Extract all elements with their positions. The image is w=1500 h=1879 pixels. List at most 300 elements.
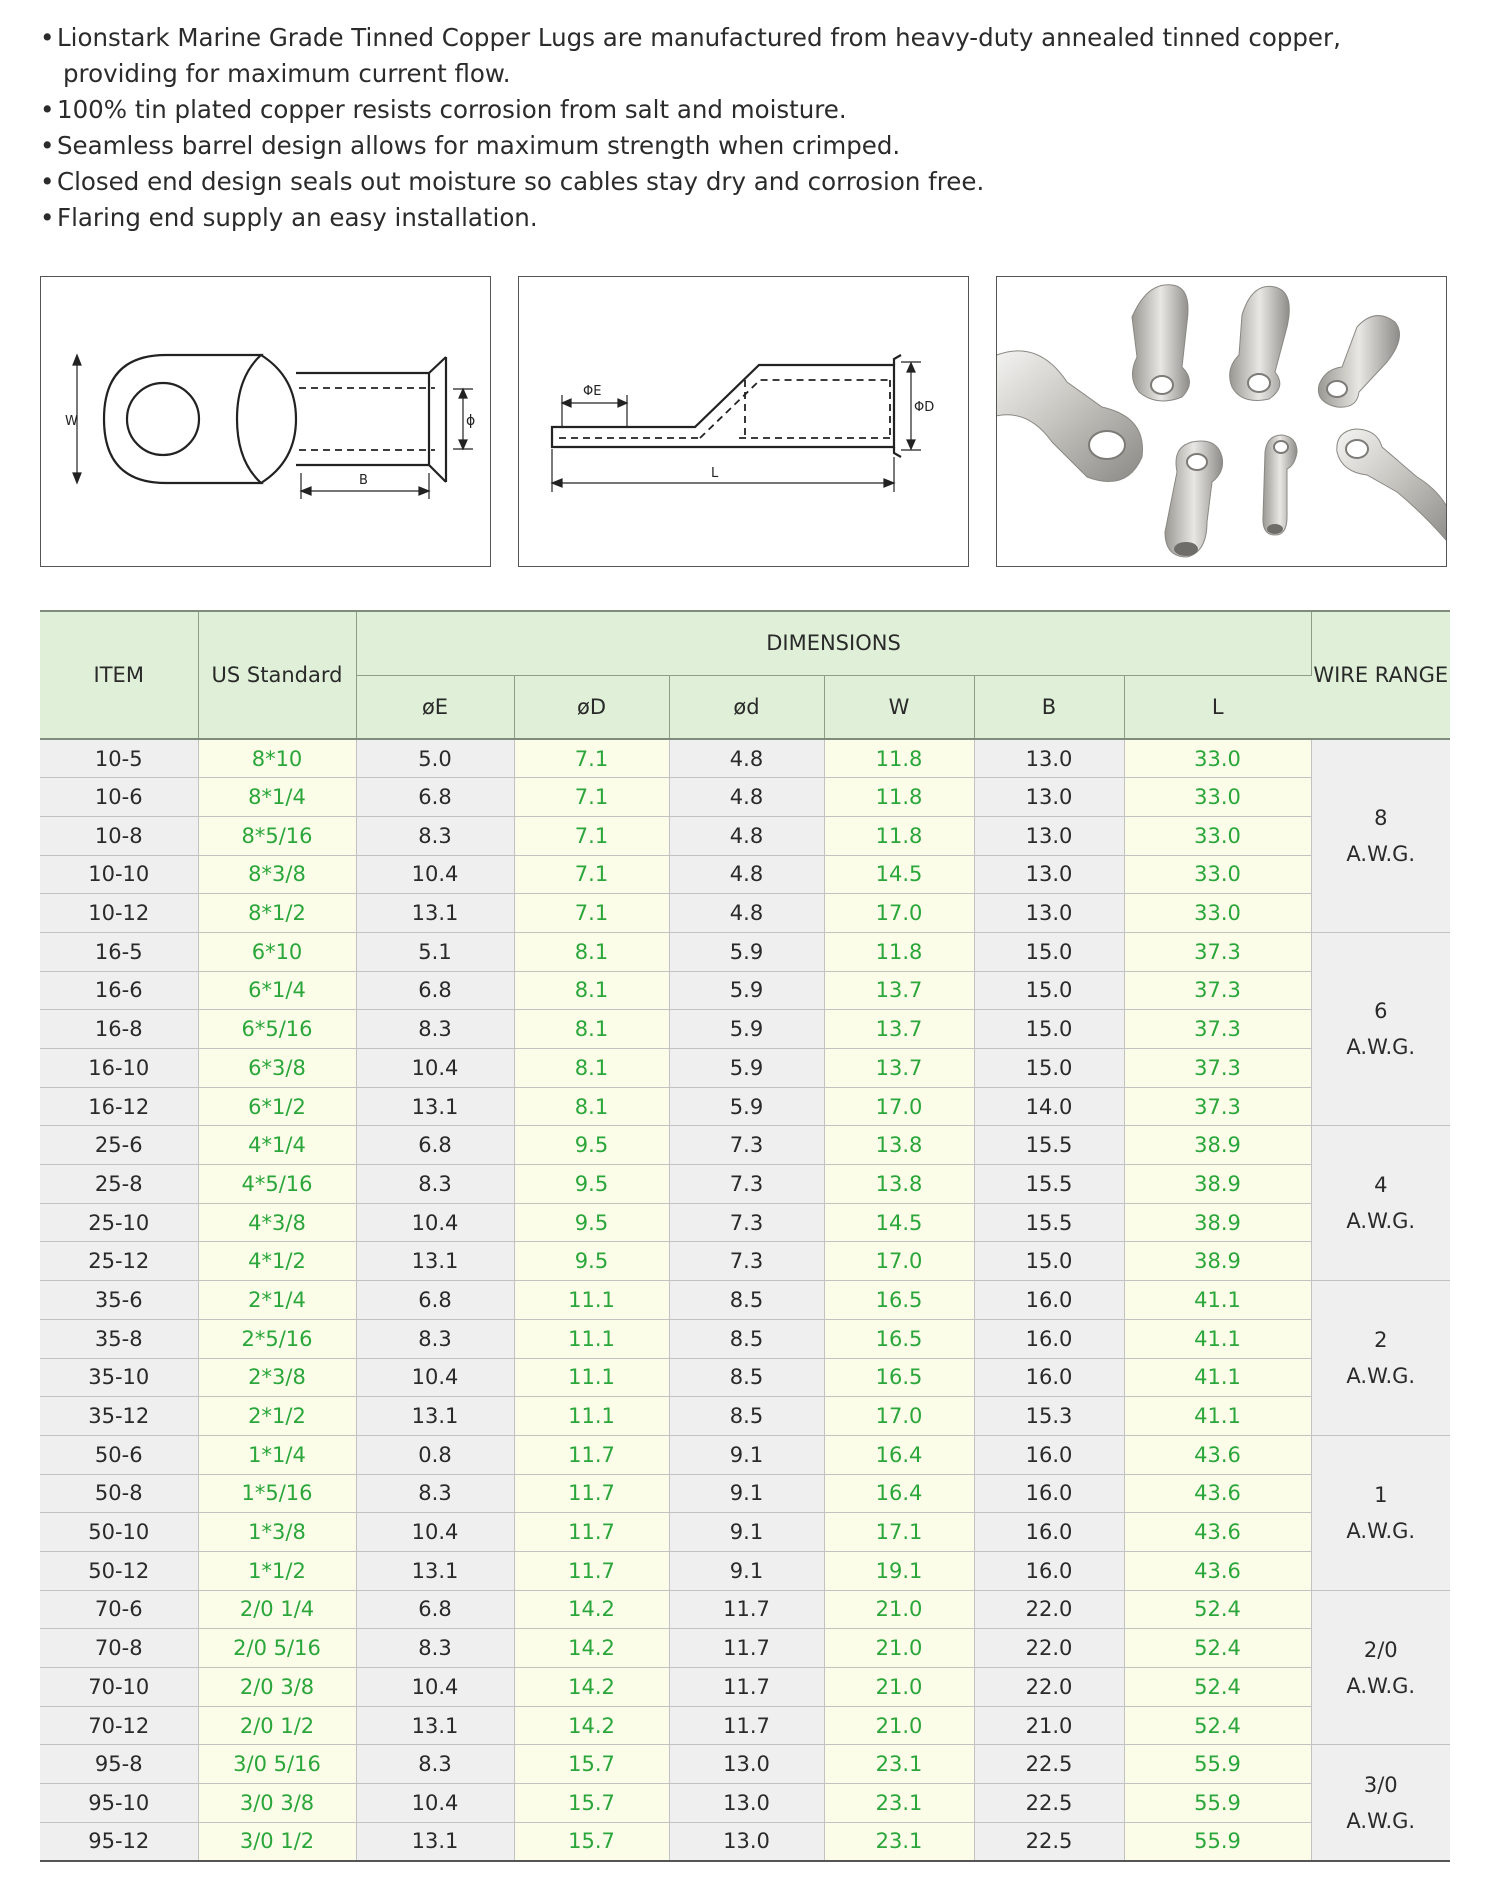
item-cell: 10-8 <box>40 816 198 855</box>
d-small-cell: 7.3 <box>669 1203 824 1242</box>
b-cell: 15.0 <box>974 1049 1124 1088</box>
e-cell: 10.4 <box>356 1358 514 1397</box>
d-cell: 14.2 <box>514 1706 669 1745</box>
w-cell: 11.8 <box>824 932 974 971</box>
table-row <box>40 971 1450 1010</box>
w-cell: 13.7 <box>824 1049 974 1088</box>
w-cell: 17.0 <box>824 894 974 933</box>
us-standard-cell: 3/0 3/8 <box>198 1784 356 1823</box>
e-cell: 8.3 <box>356 1474 514 1513</box>
d-small-cell: 11.7 <box>669 1590 824 1629</box>
w-cell: 21.0 <box>824 1668 974 1707</box>
b-label: B <box>359 473 368 488</box>
l-cell: 52.4 <box>1124 1668 1311 1707</box>
e-cell: 13.1 <box>356 1822 514 1861</box>
item-cell: 10-10 <box>40 855 198 894</box>
b-cell: 15.0 <box>974 932 1124 971</box>
w-cell: 16.5 <box>824 1319 974 1358</box>
us-standard-cell: 4*1/4 <box>198 1126 356 1165</box>
d-cell: 15.7 <box>514 1822 669 1861</box>
w-cell: 13.7 <box>824 971 974 1010</box>
table-row <box>40 1668 1450 1707</box>
table-row <box>40 1435 1450 1474</box>
us-standard-cell: 6*5/16 <box>198 1010 356 1049</box>
w-cell: 23.1 <box>824 1822 974 1861</box>
w-cell: 23.1 <box>824 1784 974 1823</box>
d-small-cell: 7.3 <box>669 1126 824 1165</box>
d-cell: 11.1 <box>514 1358 669 1397</box>
d-small-cell: 13.0 <box>669 1745 824 1784</box>
d-small-cell: 8.5 <box>669 1397 824 1436</box>
us-standard-cell: 8*1/4 <box>198 778 356 817</box>
d-cell: 11.1 <box>514 1281 669 1320</box>
w-cell: 16.5 <box>824 1358 974 1397</box>
item-cell: 16-6 <box>40 971 198 1010</box>
l-cell: 55.9 <box>1124 1784 1311 1823</box>
us-standard-cell: 2/0 1/2 <box>198 1706 356 1745</box>
wire-range-cell <box>1311 1590 1450 1745</box>
item-cell: 50-8 <box>40 1474 198 1513</box>
header-l: L <box>1124 675 1311 739</box>
table-row <box>40 1784 1450 1823</box>
table-row <box>40 1281 1450 1320</box>
d-cell: 8.1 <box>514 932 669 971</box>
w-cell: 21.0 <box>824 1590 974 1629</box>
item-cell: 25-6 <box>40 1126 198 1165</box>
w-cell: 11.8 <box>824 739 974 778</box>
table-row <box>40 1126 1450 1165</box>
b-cell: 15.0 <box>974 1010 1124 1049</box>
wire-gauge: 4 <box>1374 1173 1388 1198</box>
b-cell: 15.0 <box>974 971 1124 1010</box>
table-row <box>40 1745 1450 1784</box>
lug-top-view-drawing <box>41 277 491 567</box>
d-cell: 7.1 <box>514 894 669 933</box>
us-standard-cell: 6*1/4 <box>198 971 356 1010</box>
l-cell: 33.0 <box>1124 855 1311 894</box>
table-row <box>40 1165 1450 1204</box>
w-cell: 11.8 <box>824 778 974 817</box>
d-small-cell: 9.1 <box>669 1551 824 1590</box>
b-cell: 15.0 <box>974 1242 1124 1281</box>
feature-item <box>40 92 1460 128</box>
item-cell: 16-5 <box>40 932 198 971</box>
us-standard-cell: 6*10 <box>198 932 356 971</box>
wire-gauge-unit: A.W.G. <box>1346 1209 1416 1234</box>
l-cell: 41.1 <box>1124 1281 1311 1320</box>
b-cell: 16.0 <box>974 1474 1124 1513</box>
d-small-cell: 8.5 <box>669 1358 824 1397</box>
phi-d-label: ΦD <box>914 400 935 415</box>
us-standard-cell: 1*1/2 <box>198 1551 356 1590</box>
b-cell: 22.0 <box>974 1629 1124 1668</box>
e-cell: 6.8 <box>356 971 514 1010</box>
us-standard-cell: 4*5/16 <box>198 1165 356 1204</box>
table-row <box>40 1474 1450 1513</box>
item-cell: 35-6 <box>40 1281 198 1320</box>
d-small-cell: 11.7 <box>669 1668 824 1707</box>
e-cell: 13.1 <box>356 1706 514 1745</box>
table-row <box>40 1319 1450 1358</box>
item-cell: 35-8 <box>40 1319 198 1358</box>
item-cell: 10-6 <box>40 778 198 817</box>
l-cell: 37.3 <box>1124 1010 1311 1049</box>
item-cell: 50-10 <box>40 1513 198 1552</box>
e-cell: 6.8 <box>356 778 514 817</box>
us-standard-cell: 8*1/2 <box>198 894 356 933</box>
e-cell: 8.3 <box>356 1319 514 1358</box>
d-small-cell: 4.8 <box>669 855 824 894</box>
b-cell: 21.0 <box>974 1706 1124 1745</box>
d-cell: 11.7 <box>514 1551 669 1590</box>
wire-gauge-unit: A.W.G. <box>1346 1673 1416 1698</box>
l-cell: 55.9 <box>1124 1745 1311 1784</box>
d-small-cell: 5.9 <box>669 1049 824 1088</box>
e-cell: 8.3 <box>356 1629 514 1668</box>
feature-list <box>40 20 1460 236</box>
phi-label: ϕ <box>466 413 476 429</box>
us-standard-cell: 8*5/16 <box>198 816 356 855</box>
b-cell: 16.0 <box>974 1358 1124 1397</box>
wire-gauge: 1 <box>1374 1482 1388 1507</box>
header-d-small: ød <box>669 675 824 739</box>
table-row <box>40 1629 1450 1668</box>
item-cell: 50-6 <box>40 1435 198 1474</box>
l-cell: 33.0 <box>1124 816 1311 855</box>
l-cell: 37.3 <box>1124 932 1311 971</box>
w-cell: 14.5 <box>824 1203 974 1242</box>
us-standard-cell: 2*1/2 <box>198 1397 356 1436</box>
d-small-cell: 4.8 <box>669 894 824 933</box>
us-standard-cell: 1*1/4 <box>198 1435 356 1474</box>
d-small-cell: 13.0 <box>669 1784 824 1823</box>
us-standard-cell: 3/0 5/16 <box>198 1745 356 1784</box>
d-cell: 11.7 <box>514 1474 669 1513</box>
header-b: B <box>974 675 1124 739</box>
b-cell: 15.5 <box>974 1165 1124 1204</box>
item-cell: 16-12 <box>40 1087 198 1126</box>
copper-lugs-photo <box>997 277 1447 567</box>
l-cell: 41.1 <box>1124 1397 1311 1436</box>
e-cell: 6.8 <box>356 1281 514 1320</box>
d-cell: 15.7 <box>514 1745 669 1784</box>
b-cell: 15.3 <box>974 1397 1124 1436</box>
us-standard-cell: 1*5/16 <box>198 1474 356 1513</box>
wire-range-cell <box>1311 739 1450 932</box>
d-cell: 9.5 <box>514 1203 669 1242</box>
b-cell: 16.0 <box>974 1319 1124 1358</box>
table-row <box>40 1513 1450 1552</box>
w-cell: 16.4 <box>824 1474 974 1513</box>
b-cell: 22.5 <box>974 1822 1124 1861</box>
feature-text: Closed end design seals out moisture so cables stay dry and corrosion free. <box>57 167 985 196</box>
d-cell: 8.1 <box>514 1087 669 1126</box>
table-row <box>40 1551 1450 1590</box>
us-standard-cell: 4*3/8 <box>198 1203 356 1242</box>
d-cell: 8.1 <box>514 1010 669 1049</box>
b-cell: 13.0 <box>974 855 1124 894</box>
item-cell: 10-5 <box>40 739 198 778</box>
table-row <box>40 1590 1450 1629</box>
w-cell: 17.0 <box>824 1087 974 1126</box>
l-cell: 33.0 <box>1124 778 1311 817</box>
e-cell: 0.8 <box>356 1435 514 1474</box>
item-cell: 95-10 <box>40 1784 198 1823</box>
feature-text: 100% tin plated copper resists corrosion from salt and moisture. <box>57 95 847 124</box>
us-standard-cell: 8*10 <box>198 739 356 778</box>
wire-gauge-unit: A.W.G. <box>1346 841 1416 866</box>
l-cell: 43.6 <box>1124 1474 1311 1513</box>
wire-range-cell <box>1311 1745 1450 1861</box>
e-cell: 10.4 <box>356 1203 514 1242</box>
l-cell: 52.4 <box>1124 1706 1311 1745</box>
l-cell: 37.3 <box>1124 1049 1311 1088</box>
us-standard-cell: 2*1/4 <box>198 1281 356 1320</box>
us-standard-cell: 3/0 1/2 <box>198 1822 356 1861</box>
l-cell: 55.9 <box>1124 1822 1311 1861</box>
d-small-cell: 11.7 <box>669 1706 824 1745</box>
w-cell: 16.4 <box>824 1435 974 1474</box>
e-cell: 6.8 <box>356 1590 514 1629</box>
b-cell: 13.0 <box>974 816 1124 855</box>
feature-text-continued: providing for maximum current flow. <box>63 59 511 88</box>
l-cell: 37.3 <box>1124 1087 1311 1126</box>
item-cell: 16-8 <box>40 1010 198 1049</box>
d-cell: 15.7 <box>514 1784 669 1823</box>
l-cell: 52.4 <box>1124 1590 1311 1629</box>
d-small-cell: 9.1 <box>669 1474 824 1513</box>
product-photo <box>996 276 1447 567</box>
table-row <box>40 932 1450 971</box>
d-small-cell: 13.0 <box>669 1822 824 1861</box>
table-row <box>40 739 1450 778</box>
d-small-cell: 7.3 <box>669 1242 824 1281</box>
e-cell: 5.0 <box>356 739 514 778</box>
item-cell: 70-12 <box>40 1706 198 1745</box>
b-cell: 16.0 <box>974 1435 1124 1474</box>
w-cell: 16.5 <box>824 1281 974 1320</box>
table-row <box>40 1087 1450 1126</box>
table-row <box>40 1706 1450 1745</box>
feature-item <box>40 128 1460 164</box>
us-standard-cell: 2/0 1/4 <box>198 1590 356 1629</box>
d-cell: 14.2 <box>514 1668 669 1707</box>
e-cell: 6.8 <box>356 1126 514 1165</box>
e-cell: 8.3 <box>356 1745 514 1784</box>
d-small-cell: 8.5 <box>669 1319 824 1358</box>
e-cell: 13.1 <box>356 1242 514 1281</box>
e-cell: 13.1 <box>356 1551 514 1590</box>
e-cell: 10.4 <box>356 1668 514 1707</box>
item-cell: 10-12 <box>40 894 198 933</box>
l-cell: 43.6 <box>1124 1551 1311 1590</box>
b-cell: 13.0 <box>974 778 1124 817</box>
d-small-cell: 5.9 <box>669 1087 824 1126</box>
d-cell: 14.2 <box>514 1629 669 1668</box>
d-small-cell: 5.9 <box>669 1010 824 1049</box>
l-cell: 38.9 <box>1124 1126 1311 1165</box>
b-cell: 15.5 <box>974 1126 1124 1165</box>
item-cell: 70-10 <box>40 1668 198 1707</box>
header-us-standard: US Standard <box>198 611 356 739</box>
table-row <box>40 894 1450 933</box>
e-cell: 13.1 <box>356 1397 514 1436</box>
table-row <box>40 855 1450 894</box>
us-standard-cell: 6*1/2 <box>198 1087 356 1126</box>
us-standard-cell: 6*3/8 <box>198 1049 356 1088</box>
l-cell: 43.6 <box>1124 1513 1311 1552</box>
d-cell: 7.1 <box>514 778 669 817</box>
e-cell: 10.4 <box>356 855 514 894</box>
d-cell: 9.5 <box>514 1165 669 1204</box>
wire-gauge: 6 <box>1374 999 1388 1024</box>
item-cell: 95-8 <box>40 1745 198 1784</box>
e-cell: 8.3 <box>356 1010 514 1049</box>
item-cell: 70-6 <box>40 1590 198 1629</box>
e-cell: 13.1 <box>356 894 514 933</box>
header-item: ITEM <box>40 611 198 739</box>
table-row <box>40 1822 1450 1861</box>
lug-side-view-diagram <box>518 276 969 567</box>
d-small-cell: 11.7 <box>669 1629 824 1668</box>
l-cell: 33.0 <box>1124 894 1311 933</box>
w-cell: 13.8 <box>824 1165 974 1204</box>
d-small-cell: 8.5 <box>669 1281 824 1320</box>
wire-gauge-unit: A.W.G. <box>1346 1035 1416 1060</box>
feature-text: Flaring end supply an easy installation. <box>57 203 538 232</box>
e-cell: 8.3 <box>356 816 514 855</box>
us-standard-cell: 2*3/8 <box>198 1358 356 1397</box>
feature-item <box>40 164 1460 200</box>
table-row <box>40 1049 1450 1088</box>
header-e: øE <box>356 675 514 739</box>
table-row <box>40 1242 1450 1281</box>
feature-item <box>40 200 1460 236</box>
l-cell: 38.9 <box>1124 1165 1311 1204</box>
d-small-cell: 4.8 <box>669 816 824 855</box>
wire-gauge-unit: A.W.G. <box>1346 1364 1416 1388</box>
phi-e-label: ΦE <box>583 384 602 399</box>
item-cell: 35-10 <box>40 1358 198 1397</box>
w-cell: 14.5 <box>824 855 974 894</box>
d-small-cell: 5.9 <box>669 932 824 971</box>
d-small-cell: 9.1 <box>669 1435 824 1474</box>
d-small-cell: 4.8 <box>669 778 824 817</box>
table-row <box>40 1010 1450 1049</box>
wire-gauge-unit: A.W.G. <box>1346 1518 1416 1543</box>
d-small-cell: 7.3 <box>669 1165 824 1204</box>
l-cell: 37.3 <box>1124 971 1311 1010</box>
b-cell: 14.0 <box>974 1087 1124 1126</box>
l-cell: 38.9 <box>1124 1203 1311 1242</box>
b-cell: 16.0 <box>974 1551 1124 1590</box>
w-cell: 13.7 <box>824 1010 974 1049</box>
us-standard-cell: 2/0 5/16 <box>198 1629 356 1668</box>
d-cell: 7.1 <box>514 855 669 894</box>
item-cell: 16-10 <box>40 1049 198 1088</box>
e-cell: 10.4 <box>356 1513 514 1552</box>
wire-gauge: 3/0 <box>1363 1772 1398 1797</box>
d-cell: 11.1 <box>514 1397 669 1436</box>
wire-range-cell <box>1311 1126 1450 1281</box>
us-standard-cell: 2/0 3/8 <box>198 1668 356 1707</box>
w-cell: 23.1 <box>824 1745 974 1784</box>
specification-table <box>40 610 1450 1862</box>
feature-item <box>40 20 1460 92</box>
table-row <box>40 1397 1450 1436</box>
e-cell: 5.1 <box>356 932 514 971</box>
us-standard-cell: 4*1/2 <box>198 1242 356 1281</box>
wire-gauge: 8 <box>1374 805 1388 830</box>
b-cell: 13.0 <box>974 894 1124 933</box>
b-cell: 22.5 <box>974 1745 1124 1784</box>
l-cell: 41.1 <box>1124 1358 1311 1397</box>
item-cell: 25-12 <box>40 1242 198 1281</box>
w-cell: 11.8 <box>824 816 974 855</box>
header-w: W <box>824 675 974 739</box>
e-cell: 10.4 <box>356 1784 514 1823</box>
feature-text: Lionstark Marine Grade Tinned Copper Lugs are manufactured from heavy-duty annealed tinned copper, <box>57 23 1341 52</box>
b-cell: 13.0 <box>974 739 1124 778</box>
table-row <box>40 1203 1450 1242</box>
d-cell: 9.5 <box>514 1242 669 1281</box>
d-cell: 7.1 <box>514 816 669 855</box>
wire-range-cell <box>1311 1435 1450 1590</box>
header-dimensions: DIMENSIONS <box>356 611 1311 675</box>
d-cell: 11.7 <box>514 1435 669 1474</box>
d-small-cell: 5.9 <box>669 971 824 1010</box>
e-cell: 13.1 <box>356 1087 514 1126</box>
d-small-cell: 9.1 <box>669 1513 824 1552</box>
lug-side-view-drawing <box>519 277 969 567</box>
w-cell: 17.0 <box>824 1397 974 1436</box>
us-standard-cell: 2*5/16 <box>198 1319 356 1358</box>
table-row <box>40 816 1450 855</box>
b-cell: 22.0 <box>974 1590 1124 1629</box>
lug-top-view-diagram <box>40 276 491 567</box>
b-cell: 16.0 <box>974 1513 1124 1552</box>
table-body <box>40 739 1450 1861</box>
item-cell: 95-12 <box>40 1822 198 1861</box>
b-cell: 22.5 <box>974 1784 1124 1823</box>
us-standard-cell: 1*3/8 <box>198 1513 356 1552</box>
item-cell: 35-12 <box>40 1397 198 1436</box>
w-cell: 21.0 <box>824 1629 974 1668</box>
w-cell: 17.0 <box>824 1242 974 1281</box>
header-wire-range: WIRE RANGE <box>1311 611 1450 739</box>
us-standard-cell: 8*3/8 <box>198 855 356 894</box>
w-cell: 19.1 <box>824 1551 974 1590</box>
table-row <box>40 778 1450 817</box>
header-d: øD <box>514 675 669 739</box>
item-cell: 25-8 <box>40 1165 198 1204</box>
l-cell: 43.6 <box>1124 1435 1311 1474</box>
w-cell: 17.1 <box>824 1513 974 1552</box>
l-cell: 33.0 <box>1124 739 1311 778</box>
d-cell: 8.1 <box>514 971 669 1010</box>
table-row <box>40 1358 1450 1397</box>
item-cell: 50-12 <box>40 1551 198 1590</box>
l-label: L <box>711 466 719 481</box>
item-cell: 70-8 <box>40 1629 198 1668</box>
l-cell: 38.9 <box>1124 1242 1311 1281</box>
wire-range-cell <box>1311 932 1450 1125</box>
d-cell: 9.5 <box>514 1126 669 1165</box>
l-cell: 41.1 <box>1124 1319 1311 1358</box>
wire-gauge-unit: A.W.G. <box>1346 1808 1416 1833</box>
w-cell: 21.0 <box>824 1706 974 1745</box>
item-cell: 25-10 <box>40 1203 198 1242</box>
